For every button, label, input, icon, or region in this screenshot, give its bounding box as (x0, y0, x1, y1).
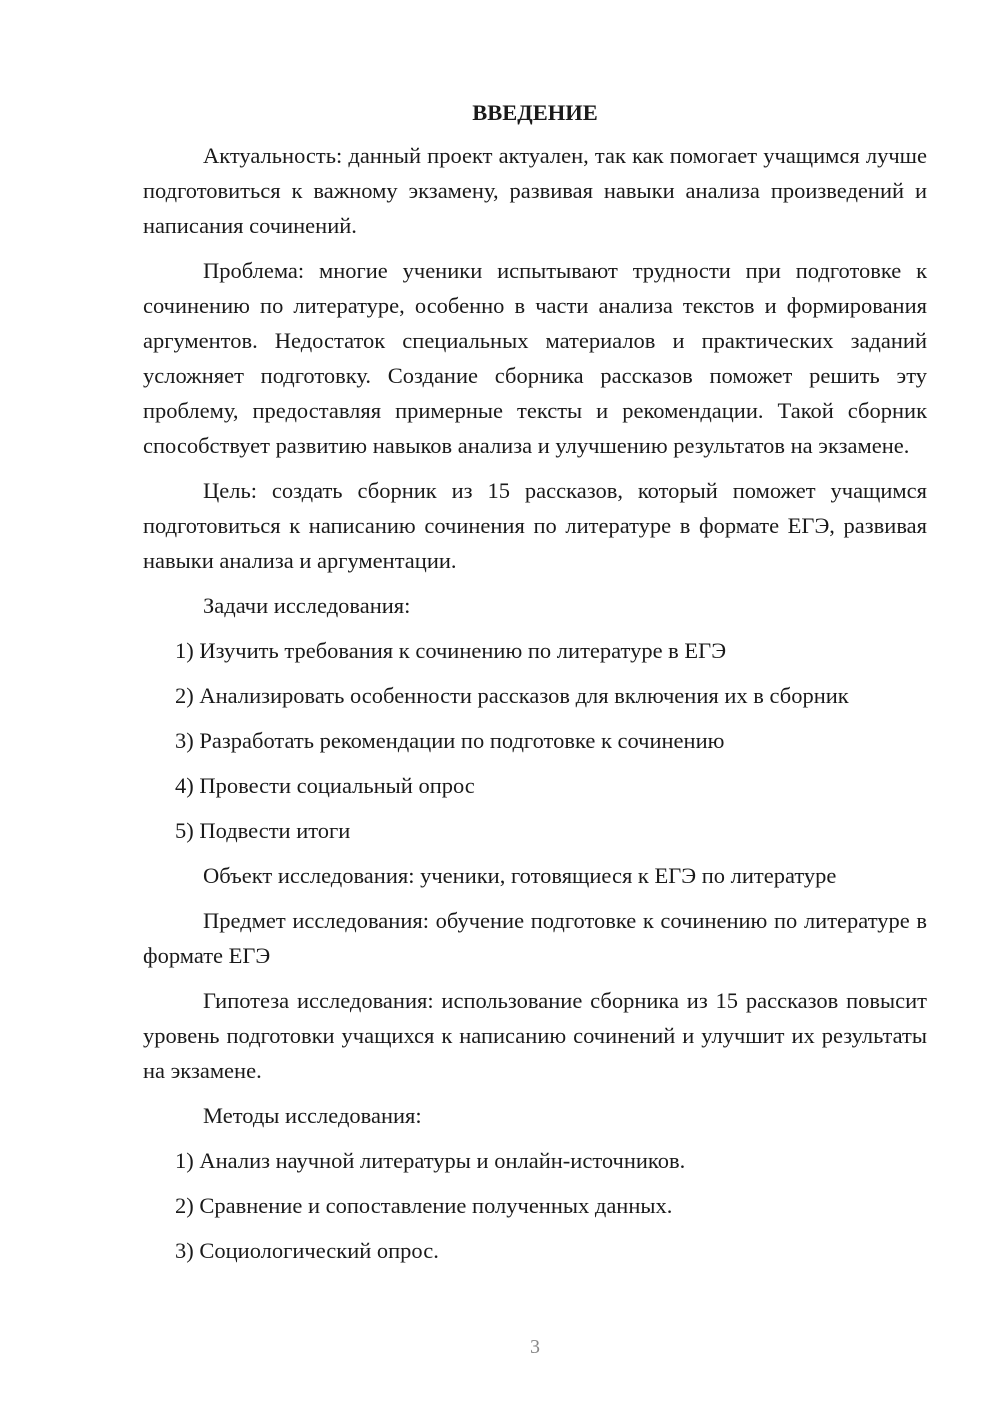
page-number: 3 (530, 1336, 540, 1358)
object-paragraph: Объект исследования: ученики, готовящиеся к ЕГЭ по литературе (203, 863, 837, 888)
hypothesis-paragraph: Гипотеза исследования: использование сборника из 15 рассказов повысит уровень подготовки учащихся к написанию сочинений и улучшит их результаты на экзамене. (143, 988, 927, 1083)
list-item: 2) Сравнение и сопоставление полученных данных. (175, 1193, 673, 1218)
list-item: 1) Анализ научной литературы и онлайн-источников. (175, 1148, 686, 1173)
list-item: 5) Подвести итоги (175, 818, 351, 843)
relevance-paragraph: Актуальность: данный проект актуален, так как помогает учащимся лучше подготовиться к важному экзамену, развивая навыки анализа произведений и написания сочинений. (143, 143, 927, 238)
list-item: 3) Социологический опрос. (175, 1238, 439, 1263)
subject-paragraph: Предмет исследования: обучение подготовке к сочинению по литературе в формате ЕГЭ (143, 908, 927, 968)
methods-list (143, 1143, 927, 1268)
list-item: 2) Анализировать особенности рассказов для включения их в сборник (175, 683, 849, 708)
document-body (143, 95, 927, 1278)
methods-heading: Методы исследования: (203, 1103, 422, 1128)
problem-paragraph: Проблема: многие ученики испытывают трудности при подготовке к сочинению по литературе, особенно в части анализа текстов и формирования аргументов. Недостаток специальных материалов и практических заданий усложняет подготовку. Создание сборника рассказов поможет решить эту проблему, предоставляя примерные тексты и рекомендации. Такой сборник способствует развитию навыков анализа и улучшению результатов на экзамене. (143, 258, 927, 458)
tasks-list (143, 633, 927, 848)
list-item: 3) Разработать рекомендации по подготовке к сочинению (175, 728, 725, 753)
list-item: 4) Провести социальный опрос (175, 773, 475, 798)
page-title: ВВЕДЕНИЕ (472, 100, 598, 125)
goal-paragraph: Цель: создать сборник из 15 рассказов, который поможет учащимся подготовиться к написанию сочинения по литературе в формате ЕГЭ, развивая навыки анализа и аргументации. (143, 478, 927, 573)
list-item: 1) Изучить требования к сочинению по литературе в ЕГЭ (175, 638, 727, 663)
tasks-heading: Задачи исследования: (203, 593, 411, 618)
